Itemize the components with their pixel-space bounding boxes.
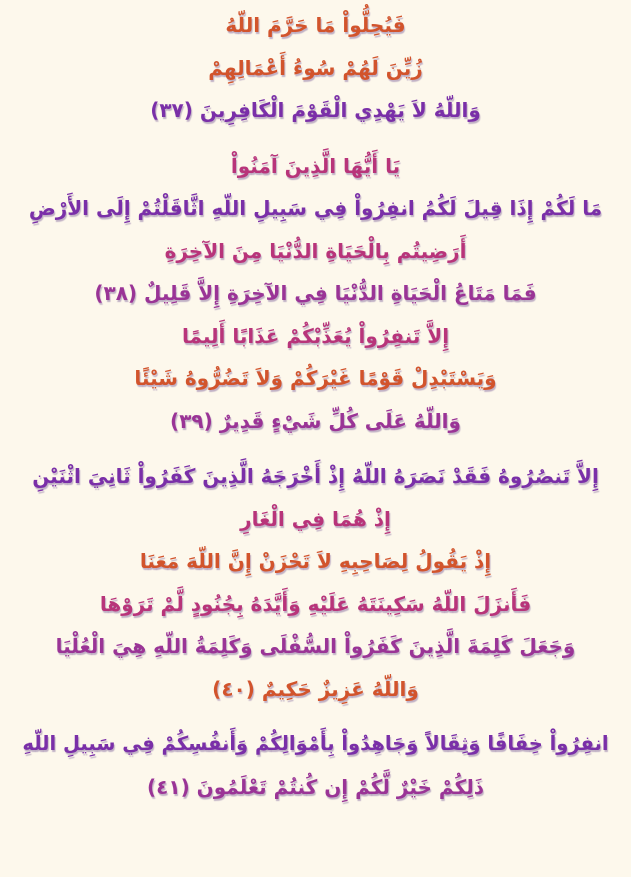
verse-line: يَا أَيُّهَا الَّذِينَ آمَنُواْ bbox=[230, 153, 401, 178]
verse-line: وَجَعَلَ كَلِمَةَ الَّذِينَ كَفَرُواْ السُّفْلَى وَكَلِمَةُ اللّهِ هِيَ الْعُلْيَا bbox=[55, 634, 576, 658]
verse-line: انفِرُواْ خِفَافًا وَثِقَالاً وَجَاهِدُواْ بِأَمْوَالِكُمْ وَأَنفُسِكُمْ فِي سَبِيلِ اللّهِ bbox=[22, 732, 609, 755]
verse-line: فَيُحِلُّواْ مَا حَرَّمَ اللّهُ bbox=[225, 13, 406, 37]
verse-line: فَأَنزَلَ اللّهُ سَكِينَتَهُ عَلَيْهِ وَأَيَّدَهُ بِجُنُودٍ لَّمْ تَرَوْهَا bbox=[99, 591, 532, 616]
verse-line: فَمَا مَتَاعُ الْحَيَاةِ الدُّنْيَا فِي الآخِرَةِ إِلاَّ قَلِيلٌ (٣٨) bbox=[94, 281, 537, 305]
verse-line: وَاللّهُ عَزِيزٌ حَكِيمٌ (٤٠) bbox=[212, 676, 419, 701]
verse-line: زُيِّنَ لَهُمْ سُوءُ أَعْمَالِهِمْ bbox=[208, 55, 423, 80]
verse-line: إِلاَّ تَنفِرُواْ يُعَذِّبْكُمْ عَذَابًا أَلِيمًا bbox=[181, 323, 450, 348]
verse-line: ذَلِكُمْ خَيْرٌ لَّكُمْ إِن كُنتُمْ تَعْلَمُونَ (٤١) bbox=[147, 774, 484, 799]
stanza-1 bbox=[20, 4, 611, 132]
verse-line: إِلاَّ تَنصُرُوهُ فَقَدْ نَصَرَهُ اللّهُ إِذْ أَخْرَجَهُ الَّذِينَ كَفَرُواْ ثَانِيَ اثْنَيْنِ bbox=[32, 464, 599, 488]
verse-line: وَاللّهُ عَلَى كُلِّ شَيْءٍ قَدِيرٌ (٣٩) bbox=[170, 408, 461, 433]
verse-line: إِذْ يَقُولُ لِصَاحِبِهِ لاَ تَحْزَنْ إِنَّ اللّهَ مَعَنَا bbox=[139, 549, 492, 573]
verse-line: مَا لَكُمْ إِذَا قِيلَ لَكُمُ انفِرُواْ فِي سَبِيلِ اللّهِ اثَّاقَلْتُمْ إِلَى الأَرْضِ bbox=[28, 196, 603, 220]
verse-line: إِذْ هُمَا فِي الْغَارِ bbox=[240, 506, 391, 531]
stanza-2 bbox=[20, 145, 611, 443]
stanza-3 bbox=[20, 455, 611, 710]
stanza-4 bbox=[20, 723, 611, 808]
verse-line: وَاللّهُ لاَ يَهْدِي الْقَوْمَ الْكَافِرِينَ (٣٧) bbox=[150, 98, 481, 122]
verse-line: أَرَضِيتُم بِالْحَيَاةِ الدُّنْيَا مِنَ الآخِرَةِ bbox=[164, 238, 467, 263]
verse-line: وَيَسْتَبْدِلْ قَوْمًا غَيْرَكُمْ وَلاَ تَضُرُّوهُ شَيْئًا bbox=[134, 366, 497, 390]
